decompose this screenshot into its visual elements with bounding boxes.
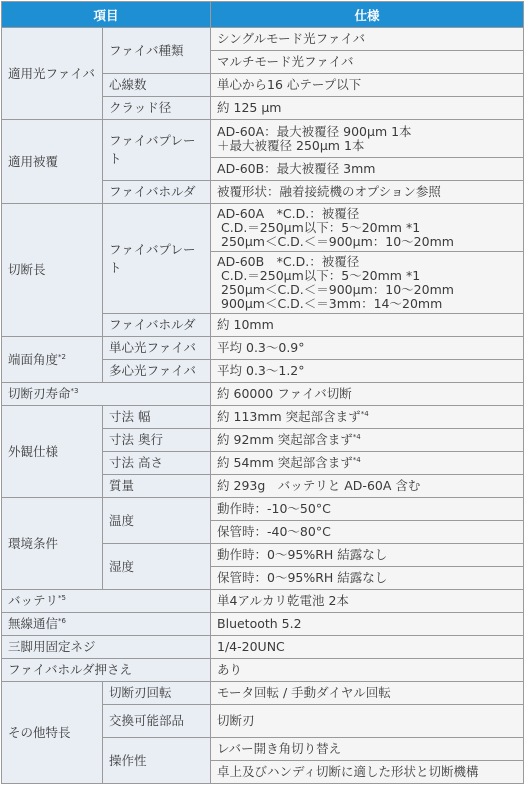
appearance-width: 約 113mm 突起部含まず$^{*4}$ (211, 406, 524, 429)
angle-multi-label: 多心光ファイバ (103, 360, 211, 383)
header-row (2, 2, 524, 28)
tripod-value: 1/4-20UNC (211, 636, 524, 659)
wireless-value: Bluetooth 5.2 (211, 613, 524, 636)
fiber-clad: 約 125 μm (211, 97, 524, 120)
appearance-width-label: 寸法 幅 (103, 406, 211, 429)
appearance-height-label: 寸法 高さ (103, 452, 211, 475)
header-item: 項目 (2, 2, 211, 28)
coating-holder-label: ファイバホルダ (103, 181, 211, 204)
fiber-cores-label: 心線数 (103, 74, 211, 97)
env-temp-st: 保管時：-40～80°C (211, 521, 524, 544)
cut-holder-label: ファイバホルダ (103, 314, 211, 337)
coating-holder: 被覆形状：融着接続機のオプション参照 (211, 181, 524, 204)
coating-plate-2: AD-60B：最大被覆径 3mm (211, 158, 524, 181)
environment-label: 環境条件 (2, 498, 103, 590)
appearance-mass: 約 293g バッテリと AD-60A 含む (211, 475, 524, 498)
other-op-label: 操作性 (103, 738, 211, 784)
fiber-type-2: マルチモード光ファイバ (211, 51, 524, 74)
battery-value: 単4アルカリ乾電池 2本 (211, 590, 524, 613)
other-op-1: レバー開き角切り替え (211, 738, 524, 761)
cut-plate-label: ファイバプレート (103, 204, 211, 314)
battery-label: バッテリ$^{*5}$ (2, 590, 211, 613)
env-hum-op: 動作時：0～95%RH 結露なし (211, 544, 524, 567)
appearance-mass-label: 質量 (103, 475, 211, 498)
appearance-depth-label: 寸法 奥行 (103, 429, 211, 452)
fiber-type-label: ファイバ種類 (103, 28, 211, 74)
other-parts: 切断刃 (211, 705, 524, 738)
coating-plate-1: AD-60A：最大被覆径 900μm 1本 ＋最大被覆径 250μm 1本 (211, 120, 524, 158)
other-parts-label: 交換可能部品 (103, 705, 211, 738)
header-spec: 仕様 (211, 2, 524, 28)
other-label: その他特長 (2, 682, 103, 784)
angle-label: 端面角度$^{*2}$ (2, 337, 103, 383)
env-hum-st: 保管時：0～95%RH 結露なし (211, 567, 524, 590)
cut-holder: 約 10mm (211, 314, 524, 337)
coating-label: 適用被覆 (2, 120, 103, 204)
spec-table (1, 1, 524, 784)
appearance-height: 約 54mm 突起部含まず$^{*4}$ (211, 452, 524, 475)
other-blade-rot: モータ回転 / 手動ダイヤル回転 (211, 682, 524, 705)
coating-plate-label: ファイバプレート (103, 120, 211, 181)
angle-single: 平均 0.3～0.9° (211, 337, 524, 360)
appearance-depth: 約 92mm 突起部含まず$^{*4}$ (211, 429, 524, 452)
holder-press-label: ファイバホルダ押さえ (2, 659, 211, 682)
holder-press-value: あり (211, 659, 524, 682)
fiber-clad-label: クラッド径 (103, 97, 211, 120)
env-hum-label: 湿度 (103, 544, 211, 590)
blade-life-value: 約 60000 ファイバ切断 (211, 383, 524, 406)
tripod-label: 三脚用固定ネジ (2, 636, 211, 659)
wireless-label: 無線通信$^{*6}$ (2, 613, 211, 636)
cut-plate-1: AD-60A *C.D.：被覆径 C.D.＝250μm以下：5～20mm *1 250μm＜C.D.＜＝900μm：10～20mm (211, 204, 524, 252)
env-temp-op: 動作時：-10～50°C (211, 498, 524, 521)
wireless-note: *6 (58, 616, 66, 625)
cut-plate-2: AD-60B *C.D.：被覆径 C.D.＝250μm以下：5～20mm *1 250μm＜C.D.＜＝900μm：10～20mm 900μm＜C.D.＜＝3mm：14～20mm (211, 252, 524, 314)
blade-life-label: 切断刃寿命$^{*3}$ (2, 383, 211, 406)
fiber-type-1: シングルモード光ファイバ (211, 28, 524, 51)
angle-single-label: 単心光ファイバ (103, 337, 211, 360)
angle-note: *2 (58, 352, 66, 361)
other-op-2: 卓上及びハンディ切断に適した形状と切断機構 (211, 761, 524, 784)
env-temp-label: 温度 (103, 498, 211, 544)
fiber-cores: 単心から16 心テープ以下 (211, 74, 524, 97)
blade-life-note: *3 (70, 386, 79, 395)
battery-note: *5 (58, 593, 66, 602)
other-blade-rot-label: 切断刃回転 (103, 682, 211, 705)
fiber-label: 適用光ファイバ (2, 28, 103, 120)
appearance-label: 外観仕様 (2, 406, 103, 498)
cut-length-label: 切断長 (2, 204, 103, 337)
angle-multi: 平均 0.3～1.2° (211, 360, 524, 383)
